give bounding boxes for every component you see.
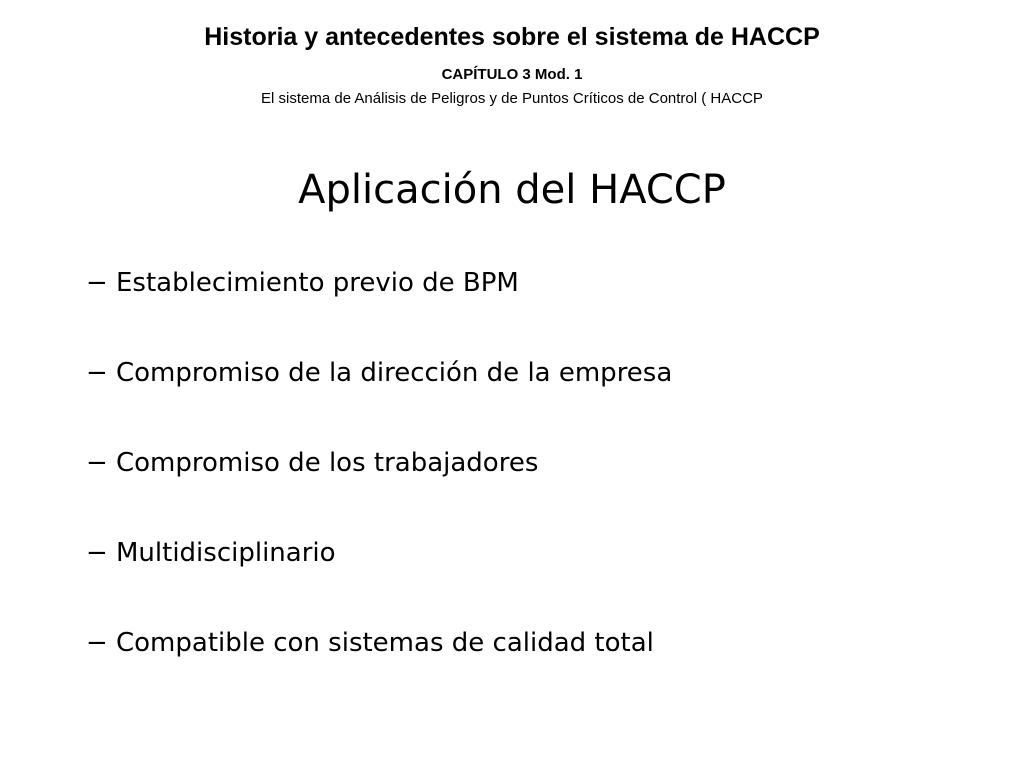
bullet-item <box>86 350 672 440</box>
bullet-text: Compromiso de los trabajadores <box>116 448 539 478</box>
bullet-item <box>86 260 672 350</box>
dash-icon: − <box>86 268 108 298</box>
bullet-text: Compromiso de la dirección de la empresa <box>116 358 673 388</box>
bullet-item <box>86 620 672 710</box>
dash-icon: − <box>86 538 108 568</box>
bullet-text: Compatible con sistemas de calidad total <box>116 628 654 658</box>
chapter-label: CAPÍTULO 3 Mod. 1 <box>441 66 583 83</box>
dash-icon: − <box>86 628 108 658</box>
bullet-item <box>86 530 672 620</box>
slide-title: Aplicación del HACCP <box>298 167 726 213</box>
header-title: Historia y antecedentes sobre el sistema de HACCP <box>204 23 820 51</box>
bullet-text: Establecimiento previo de BPM <box>116 268 519 298</box>
dash-icon: − <box>86 358 108 388</box>
bullet-item <box>86 440 672 530</box>
dash-icon: − <box>86 448 108 478</box>
bullet-list <box>86 260 672 710</box>
bullet-text: Multidisciplinario <box>116 538 336 568</box>
chapter-subtitle: El sistema de Análisis de Peligros y de Puntos Críticos de Control ( HACCP <box>261 90 763 107</box>
